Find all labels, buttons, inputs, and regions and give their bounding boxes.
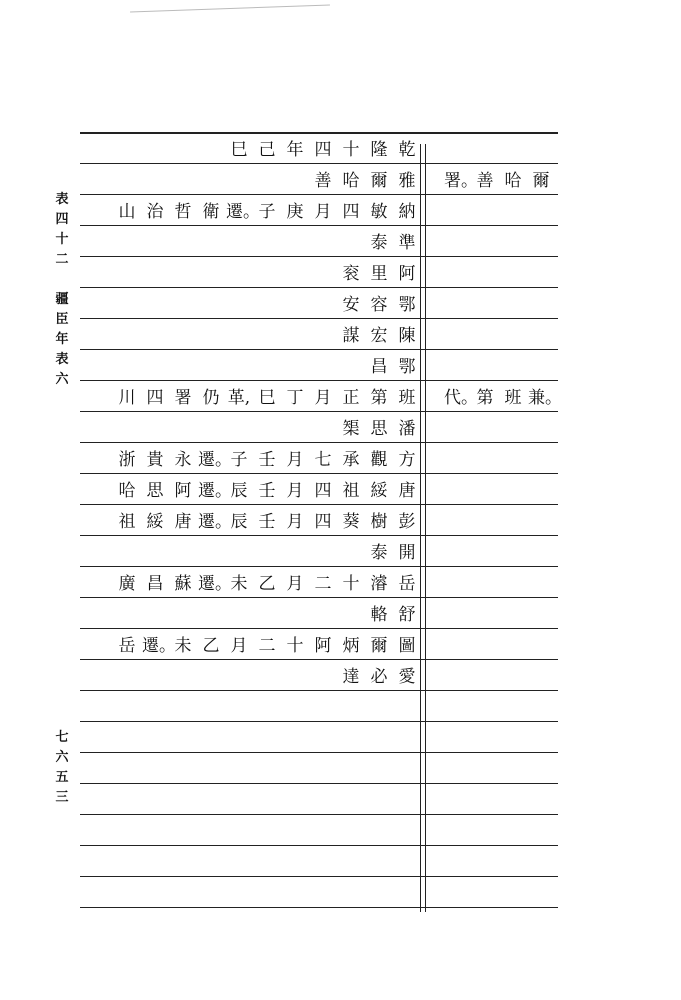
scan-edge-line — [130, 5, 330, 13]
main-entry — [366, 353, 420, 380]
entry-char: 年 — [286, 139, 304, 160]
entry-char: 爾 — [532, 170, 550, 191]
table-row — [80, 287, 558, 318]
table-row — [80, 163, 558, 194]
entry-char: 輅 — [370, 604, 388, 625]
entry-char: 四 — [342, 201, 360, 222]
entry-char: 月 — [286, 573, 304, 594]
entry-char: 愛 — [398, 666, 416, 687]
entry-char: 四 — [314, 511, 332, 532]
table-row — [80, 473, 558, 504]
row-rule — [80, 566, 558, 567]
entry-char: 班 — [398, 387, 416, 408]
main-entry — [114, 384, 420, 411]
entry-char: 遷。 — [226, 201, 260, 222]
entry-char: 署 — [174, 387, 192, 408]
row-rule — [80, 287, 558, 288]
entry-char: 綏 — [146, 511, 164, 532]
entry-char: 彭 — [398, 511, 416, 532]
entry-char: 阿 — [398, 263, 416, 284]
entry-char: 里 — [370, 263, 388, 284]
table-row — [80, 380, 562, 411]
entry-char: 浙 — [118, 449, 136, 470]
entry-char: 壬 — [258, 480, 276, 501]
table-row — [80, 504, 558, 535]
entry-char: 子 — [230, 449, 248, 470]
entry-char: 二 — [258, 635, 276, 656]
empty-row-rule — [80, 690, 558, 691]
entry-char: 納 — [398, 201, 416, 222]
side-title-char: 四 — [55, 212, 69, 227]
entry-char: 己 — [258, 139, 276, 160]
main-entry — [366, 601, 420, 628]
entry-char: 月 — [230, 635, 248, 656]
entry-char: 十 — [342, 573, 360, 594]
entry-char: 川 — [118, 387, 136, 408]
empty-row-rule — [80, 845, 558, 846]
page-number-char: 三 — [55, 790, 69, 805]
empty-row-rule — [80, 752, 558, 753]
side-title-char: 表 — [55, 352, 69, 367]
main-entry — [338, 415, 420, 442]
entry-char: 安 — [342, 294, 360, 315]
row-rule — [80, 194, 558, 195]
entry-char: 四 — [146, 387, 164, 408]
entry-char: 乙 — [202, 635, 220, 656]
entry-char: 月 — [286, 480, 304, 501]
entry-char: 遷。 — [198, 511, 232, 532]
entry-char: 潘 — [398, 418, 416, 439]
entry-char: 達 — [342, 666, 360, 687]
side-title-char: 疆 — [55, 292, 69, 307]
table-row — [80, 442, 558, 473]
entry-char: 辰 — [230, 480, 248, 501]
main-entry — [114, 477, 420, 504]
row-rule — [80, 411, 558, 412]
entry-char: 四 — [314, 139, 332, 160]
table-row — [80, 194, 558, 225]
table-row — [80, 411, 558, 442]
entry-char: 昌 — [370, 356, 388, 377]
page-number-char: 六 — [55, 750, 69, 765]
entry-char: 月 — [314, 387, 332, 408]
row-rule — [80, 163, 558, 164]
page-number — [52, 728, 72, 808]
main-entry — [114, 570, 420, 597]
entry-char: 衛 — [202, 201, 220, 222]
entry-char: 思 — [370, 418, 388, 439]
entry-char: 貴 — [146, 449, 164, 470]
entry-char: 廣 — [118, 573, 136, 594]
entry-char: 乾 — [398, 139, 416, 160]
entry-char: 山 — [118, 201, 136, 222]
row-rule — [80, 225, 558, 226]
entry-char: 革, — [227, 387, 251, 408]
entry-char: 開 — [398, 542, 416, 563]
entry-char: 未 — [230, 573, 248, 594]
entry-char: 容 — [370, 294, 388, 315]
main-entry — [366, 229, 420, 256]
entry-char: 兼。 — [528, 387, 562, 408]
chronological-table — [80, 132, 562, 912]
entry-char: 雅 — [398, 170, 416, 191]
entry-char: 敏 — [370, 201, 388, 222]
main-entry — [338, 322, 420, 349]
entry-char: 岳 — [118, 635, 136, 656]
entry-char: 庚 — [286, 201, 304, 222]
entry-char: 衮 — [342, 263, 360, 284]
entry-char: 仍 — [202, 387, 220, 408]
empty-row-rule — [80, 814, 558, 815]
main-entry — [310, 167, 420, 194]
entry-char: 祖 — [342, 480, 360, 501]
main-entry — [338, 260, 420, 287]
entry-char: 阿 — [174, 480, 192, 501]
entry-char: 四 — [314, 480, 332, 501]
entry-char: 陳 — [398, 325, 416, 346]
entry-char: 遷。 — [142, 635, 176, 656]
table-row — [80, 566, 558, 597]
entry-char: 七 — [314, 449, 332, 470]
entry-char: 方 — [398, 449, 416, 470]
entry-char: 哈 — [342, 170, 360, 191]
table-row — [80, 132, 558, 163]
table-row — [80, 535, 558, 566]
entry-char: 葵 — [342, 511, 360, 532]
entry-char: 月 — [286, 511, 304, 532]
entry-char: 爾 — [370, 170, 388, 191]
entry-char: 善 — [476, 170, 494, 191]
entry-char: 隆 — [370, 139, 388, 160]
empty-row-rule — [80, 721, 558, 722]
entry-char: 巳 — [230, 139, 248, 160]
entry-char: 榘 — [342, 418, 360, 439]
entry-char: 承 — [342, 449, 360, 470]
entry-char: 第 — [476, 387, 494, 408]
entry-char: 圖 — [398, 635, 416, 656]
entry-char: 巳 — [258, 387, 276, 408]
side-title — [52, 190, 72, 390]
entry-char: 哲 — [174, 201, 192, 222]
main-entry — [338, 663, 420, 690]
entry-char: 綏 — [370, 480, 388, 501]
entry-char: 爾 — [370, 635, 388, 656]
entry-char: 泰 — [370, 542, 388, 563]
entry-char: 思 — [146, 480, 164, 501]
main-entry — [366, 539, 420, 566]
entry-char: 鄂 — [398, 294, 416, 315]
entry-char: 遷。 — [198, 573, 232, 594]
main-entry — [114, 632, 420, 659]
empty-row-rule — [80, 876, 558, 877]
entry-char: 哈 — [118, 480, 136, 501]
entry-char: 十 — [342, 139, 360, 160]
side-title-char: 二 — [55, 252, 69, 267]
row-rule — [80, 597, 558, 598]
table-row — [80, 318, 558, 349]
empty-row-rule — [80, 907, 558, 908]
entry-char: 阿 — [314, 635, 332, 656]
entry-char: 第 — [370, 387, 388, 408]
row-rule — [80, 504, 558, 505]
entry-char: 署。 — [444, 170, 478, 191]
table-row — [80, 349, 558, 380]
entry-char: 代。 — [444, 387, 478, 408]
entry-char: 樹 — [370, 511, 388, 532]
row-rule — [80, 318, 558, 319]
row-rule — [80, 659, 558, 660]
entry-char: 炳 — [342, 635, 360, 656]
page-number-char: 五 — [55, 770, 69, 785]
entry-char: 昌 — [146, 573, 164, 594]
entry-char: 泰 — [370, 232, 388, 253]
entry-char: 正 — [342, 387, 360, 408]
entry-char: 濬 — [370, 573, 388, 594]
empty-row-rule — [80, 783, 558, 784]
entry-char: 治 — [146, 201, 164, 222]
main-entry — [338, 291, 420, 318]
table-row — [80, 597, 558, 628]
entry-char: 乙 — [258, 573, 276, 594]
row-rule — [80, 442, 558, 443]
entry-char: 舒 — [398, 604, 416, 625]
entry-char: 唐 — [174, 511, 192, 532]
entry-char: 宏 — [370, 325, 388, 346]
row-rule — [80, 628, 558, 629]
entry-char: 蘇 — [174, 573, 192, 594]
main-entry — [114, 446, 420, 473]
side-title-char: 臣 — [55, 312, 69, 327]
main-entry — [114, 508, 420, 535]
entry-char: 哈 — [504, 170, 522, 191]
entry-char: 必 — [370, 666, 388, 687]
entry-char: 岳 — [398, 573, 416, 594]
entry-char: 月 — [314, 201, 332, 222]
table-row — [80, 256, 558, 287]
entry-char: 鄂 — [398, 356, 416, 377]
row-rule — [80, 473, 558, 474]
entry-char: 子 — [258, 201, 276, 222]
entry-char: 觀 — [370, 449, 388, 470]
entry-char: 未 — [174, 635, 192, 656]
entry-char: 善 — [314, 170, 332, 191]
table-row — [80, 628, 558, 659]
side-title-char: 十 — [55, 232, 69, 247]
table-row — [80, 225, 558, 256]
side-title-char: 表 — [55, 192, 69, 207]
entry-char: 壬 — [258, 449, 276, 470]
entry-char: 祖 — [118, 511, 136, 532]
entry-char: 唐 — [398, 480, 416, 501]
row-rule — [80, 380, 558, 381]
side-title-char: 六 — [55, 372, 69, 387]
entry-char: 丁 — [286, 387, 304, 408]
row-rule — [80, 535, 558, 536]
row-rule — [80, 349, 558, 350]
table-row — [80, 659, 558, 690]
main-entry — [114, 198, 420, 225]
row-rule — [80, 256, 558, 257]
page-number-char: 七 — [55, 730, 69, 745]
side-title-char — [60, 270, 65, 290]
entry-char: 準 — [398, 232, 416, 253]
row-rule — [80, 132, 558, 134]
entry-char: 班 — [504, 387, 522, 408]
entry-char: 遷。 — [198, 480, 232, 501]
entry-char: 永 — [174, 449, 192, 470]
entry-char: 辰 — [230, 511, 248, 532]
entry-char: 月 — [286, 449, 304, 470]
side-title-char: 年 — [55, 332, 69, 347]
main-entry — [226, 136, 420, 163]
secondary-entry — [430, 384, 562, 411]
entry-char: 十 — [286, 635, 304, 656]
entry-char: 二 — [314, 573, 332, 594]
entry-char: 遷。 — [198, 449, 232, 470]
secondary-entry — [430, 167, 554, 194]
entry-char: 謀 — [342, 325, 360, 346]
entry-char: 壬 — [258, 511, 276, 532]
